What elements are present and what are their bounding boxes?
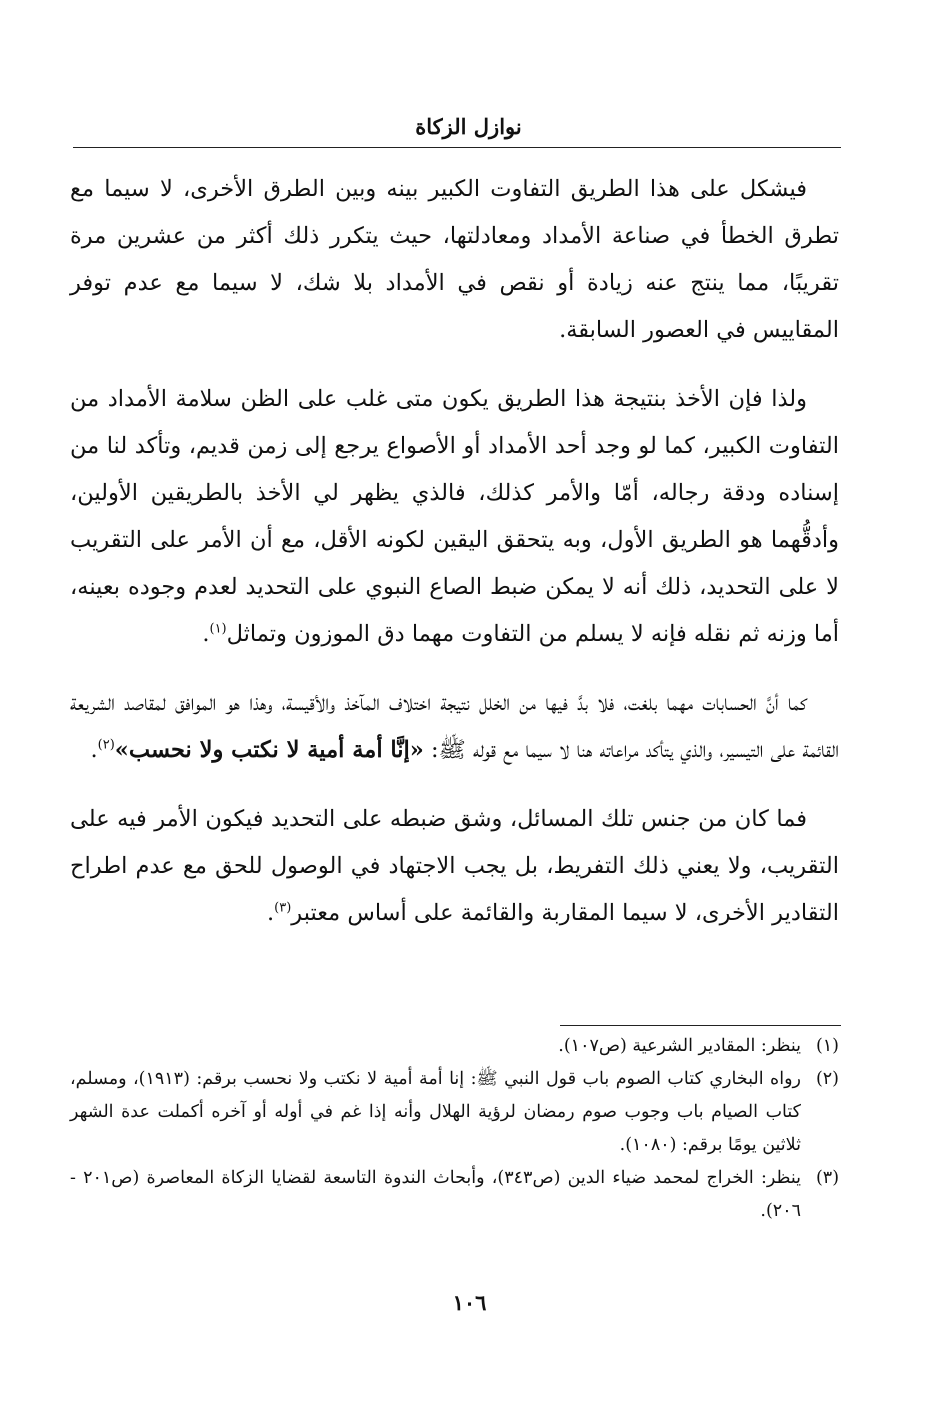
footnote-ref-3[interactable]: (٣) (274, 900, 292, 916)
footnote-1-text: ينظر: المقادير الشرعية (ص١٠٧). (558, 1036, 801, 1056)
footnote-1-number: (١) (815, 1036, 839, 1056)
page-number: ١٠٦ (452, 1290, 487, 1315)
paragraph-2-text: ولذا فإن الأخذ بنتيجة هذا الطريق يكون متى غلب على الظن سلامة الأمداد من التفاوت الكبير، كما لو وجد أحد الأمداد أو الأصواع يرجع إلى زمن قديم، وتأكد لنا من إسناده ودقة رجاله، أمّا والأمر كذلك، فالذي يظهر لي الأخذ بالطريقين الأولين، وأدقُّهما هو الطريق الأول، وبه يتحقق اليقين لكونه الأقل، مع أن الأمر على التقريب لا على التحديد، ذلك أنه لا يمكن ضبط الصاع النبوي على التحديد لعدم وجوده بعينه، أما وزنه ثم نقله فإنه لا يسلم من التفاوت مهما دق الموزون وتماثل (70, 386, 839, 647)
header-divider (73, 147, 841, 148)
footnote-2-text: رواه البخاري كتاب الصوم باب قول النبي ﷺ: إنا أمة أمية لا نكتب ولا نحسب برقم: (١٩١٣)، ومسلم، كتاب الصيام باب وجوب صوم رمضان لرؤية الهلال وأنه إذا غم في أوله أو آخره أكملت عدة الشهر ثلاثين يومًا برقم: (١٠٨٠). (70, 1069, 801, 1155)
footnote-3 (70, 1162, 839, 1228)
footnote-2 (70, 1063, 839, 1162)
footnote-2-number: (٢) (815, 1069, 839, 1089)
hadith-quote: «إنَّا أمة أمية لا نكتب ولا نحسب» (114, 737, 424, 763)
paragraph-3-text: كما أنَّ الحسابات مهما بلغت، فلا بدَّ فيها من الخلل نتيجة اختلاف المآخذ والأقيسة، وهذا هو الموافق لمقاصد الشريعة القائمة على التيسير، والذي يتأكد مراعاته هنا لا سيما مع قوله ﷺ: (70, 690, 839, 763)
footnote-3-text: ينظر: الخراج لمحمد ضياء الدين (ص٣٤٣)، وأبحاث الندوة التاسعة لقضايا الزكاة المعاصرة (ص٢٠١ - ٢٠٦). (70, 1168, 802, 1221)
paragraph-4: فما كان من جنس تلك المسائل، وشق ضبطه على التحديد فيكون الأمر فيه على التقريب، ولا يعني ذلك التفريط، بل يجب الاجتهاد في الوصول للحق مع عدم اطراح التقادير الأخرى، لا سيما المقاربة والقائمة على أساس معتبر$^{(٣)}$. (70, 806, 839, 926)
main-body-text (70, 166, 839, 959)
footnote-3-number: (٣) (815, 1168, 840, 1188)
footnote-divider (560, 1025, 841, 1026)
running-header-title: نوازل الزكاة (415, 114, 522, 139)
paragraph-2: ولذا فإن الأخذ بنتيجة هذا الطريق يكون متى غلب على الظن سلامة الأمداد من التفاوت الكبير، كما لو وجد أحد الأمداد أو الأصواع يرجع إلى زمن قديم، وتأكد لنا من إسناده ودقة رجاله، أمّا والأمر كذلك، فالذي يظهر لي الأخذ بالطريقين الأولين، وأدقُّهما هو الطريق الأول، وبه يتحقق اليقين لكونه الأقل، مع أن الأمر على التقريب لا على التحديد، ذلك أنه لا يمكن ضبط الصاع النبوي على التحديد لعدم وجوده بعينه، أما وزنه ثم نقله فإنه لا يسلم من التفاوت مهما دق الموزون وتماثل$^{(١)}$. (70, 386, 839, 647)
paragraph-3: كما أنَّ الحسابات مهما بلغت، فلا بدَّ فيها من الخلل نتيجة اختلاف المآخذ والأقيسة، وهذا هو الموافق لمقاصد الشريعة القائمة على التيسير، والذي يتأكد مراعاته هنا لا سيما مع قوله ﷺ: «إنَّا أمة أمية لا نكتب ولا نحسب»$^{(٢)}$. (70, 690, 839, 763)
footnote-ref-2[interactable]: (٢) (97, 737, 115, 753)
paragraph-4-text: فما كان من جنس تلك المسائل، وشق ضبطه على التحديد فيكون الأمر فيه على التقريب، ولا يعني ذلك التفريط، بل يجب الاجتهاد في الوصول للحق مع عدم اطراح التقادير الأخرى، لا سيما المقاربة والقائمة على أساس معتبر (70, 806, 839, 926)
footnotes-section (70, 1030, 839, 1228)
footnote-1 (70, 1030, 839, 1063)
paragraph-1 (70, 166, 839, 354)
paragraph-1-text: فيشكل على هذا الطريق التفاوت الكبير بينه وبين الطرق الأخرى، لا سيما مع تطرق الخطأ في صناعة الأمداد ومعادلتها، حيث يتكرر ذلك أكثر من عشرين مرة تقريبًا، مما ينتج عنه زيادة أو نقص في الأمداد بلا شك، لا سيما مع عدم توفر المقاييس في العصور السابقة. (70, 176, 839, 343)
footnote-ref-1[interactable]: (١) (209, 621, 227, 637)
